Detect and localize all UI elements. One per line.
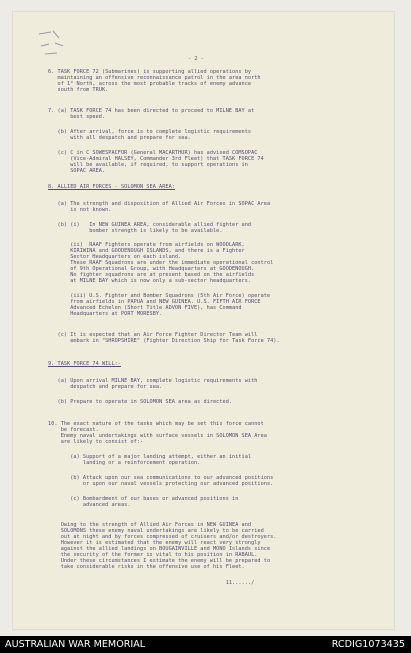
text-line: No fighter squadrons are at present based on the airfields <box>48 272 255 278</box>
text-line: (a) Support of a major landing attempt, either an initial <box>48 454 252 460</box>
text-line: take considerable risks in the offensive use of his Fleet. <box>48 564 245 570</box>
section-heading: 9. TASK FORCE 74 WILL:- <box>48 361 121 367</box>
text-line: (c) Bombardment of our bases or advanced positions in <box>48 496 239 502</box>
text-line: 7. (a) TASK FORCE 74 has been directed to proceed to MILNE BAY at <box>48 108 255 114</box>
text-line: of 1° North, across the most probable tracks of enemy advance <box>48 81 252 87</box>
text-line: (c) It is expected that an Air Force Fighter Director Team will <box>48 332 258 338</box>
text-line: be forecast. <box>48 427 99 433</box>
text-line: the security of the former is vital to his position in RABAUL. <box>48 552 258 558</box>
text-line: (a) The strength and disposition of Allied Air Forces in SOPAC Area <box>48 201 271 207</box>
text-line: (b) Attack upon our sea communications to our advanced positions <box>48 475 274 481</box>
text-line: (b) (i) In NEW GUINEA AREA, considerable allied fighter and <box>48 222 252 228</box>
text-line: south from TRUK. <box>48 87 109 93</box>
text-line: (Vice-Admiral HALSEY, Commander 3rd Fleet) that TASK FORCE 74 <box>48 156 264 162</box>
text-line: of 9th Operational Group, with Headquarters at GOODENOUGH. <box>48 266 255 272</box>
text-line: Sector Headquarters on each island. <box>48 254 182 260</box>
text-line: advanced areas. <box>48 502 131 508</box>
text-line: with all despatch and prepare for sea. <box>48 135 191 141</box>
page-number: - 2 - <box>188 56 204 62</box>
text-line: (iii) U.S. Fighter and Bomber Squadrons (5th Air Force) operate <box>48 293 271 299</box>
text-line: embark in "SHROPSHIRE" (Fighter Direction Ship for Task Force 74). <box>48 338 280 344</box>
text-line: (b) Prepare to operate in SOLOMON SEA area as directed. <box>48 399 233 405</box>
text-line: SOPAC AREA. <box>48 168 106 174</box>
text-line: Owing to the strength of Allied Air Forces in NEW GUINEA and <box>48 522 252 528</box>
text-line: Advanced Echelon (Short Title ADVON FIVE), has Command <box>48 305 242 311</box>
text-line: against the allied landings on BOUGAINVILLE and MONO Islands since <box>48 546 271 552</box>
footer-source: AUSTRALIAN WAR MEMORIAL <box>5 639 146 650</box>
text-line: 6. TASK FORCE 72 (Submarines) is supporting allied operations by <box>48 69 252 75</box>
text-line: are likely to consist of:- <box>48 439 144 445</box>
text-line: These RAAF Squadrons are under the immediate operational control <box>48 260 274 266</box>
text-line: Enemy naval undertakings with surface vessels in SOLOMON SEA Area <box>48 433 267 439</box>
text-line: maintaining an offensive reconnaissance patrol in the area north <box>48 75 261 81</box>
text-line: However it is estimated that the enemy will react very strongly <box>48 540 261 546</box>
archive-footer <box>0 636 411 653</box>
handwritten-mark-icon <box>37 26 79 60</box>
text-line: (ii) RAAF Fighters operate from airfields on WOODLARK, <box>48 242 245 248</box>
text-line: 10. The exact nature of the tasks which may be set this force cannot <box>48 421 264 427</box>
text-line: or upon our naval vessels protecting our advanced positions. <box>48 481 274 487</box>
text-line: SOLOMONS these enemy naval undertakings are likely to be carried <box>48 528 264 534</box>
text-line: Under these circumstances I estimate the enemy will be prepared to <box>48 558 271 564</box>
continuation-marker: 11....../ <box>48 580 255 586</box>
text-line: is not known. <box>48 207 112 213</box>
text-line: (b) After arrival, force is to complete logistic requirements <box>48 129 252 135</box>
text-line: landing or a reinforcement operation. <box>48 460 201 466</box>
text-line: despatch and prepare for sea. <box>48 384 163 390</box>
text-line: (c) C in C SOWESPACFOR (General MACARTHUR) has advised COMSOPAC <box>48 150 258 156</box>
text-line: (a) Upon arrival MILNE BAY, complete logistic requirements with <box>48 378 258 384</box>
section-heading: 8. ALLIED AIR FORCES - SOLOMON SEA AREA: <box>48 184 175 190</box>
footer-record-id: RCDIG1073435 <box>331 639 405 650</box>
text-line: at MILNE BAY which is now only a sub-sector headquarters. <box>48 278 252 284</box>
text-line: bomber strength is likely to be available. <box>48 228 223 234</box>
text-line: out at night and by forces compressed of cruisers and/or destroyers. <box>48 534 277 540</box>
document-page <box>13 12 394 629</box>
text-line: KIRIWINA and GOODENOUGH ISLANDS, and there is a Fighter <box>48 248 245 254</box>
text-line: Headquarters at PORT MORESBY. <box>48 311 163 317</box>
text-line: from airfields in PAPUA and NEW GUINEA. U.S. FIFTH AIR FORCE <box>48 299 261 305</box>
text-line: will be available, if required, to support operations in <box>48 162 248 168</box>
text-line: best speed. <box>48 114 106 120</box>
